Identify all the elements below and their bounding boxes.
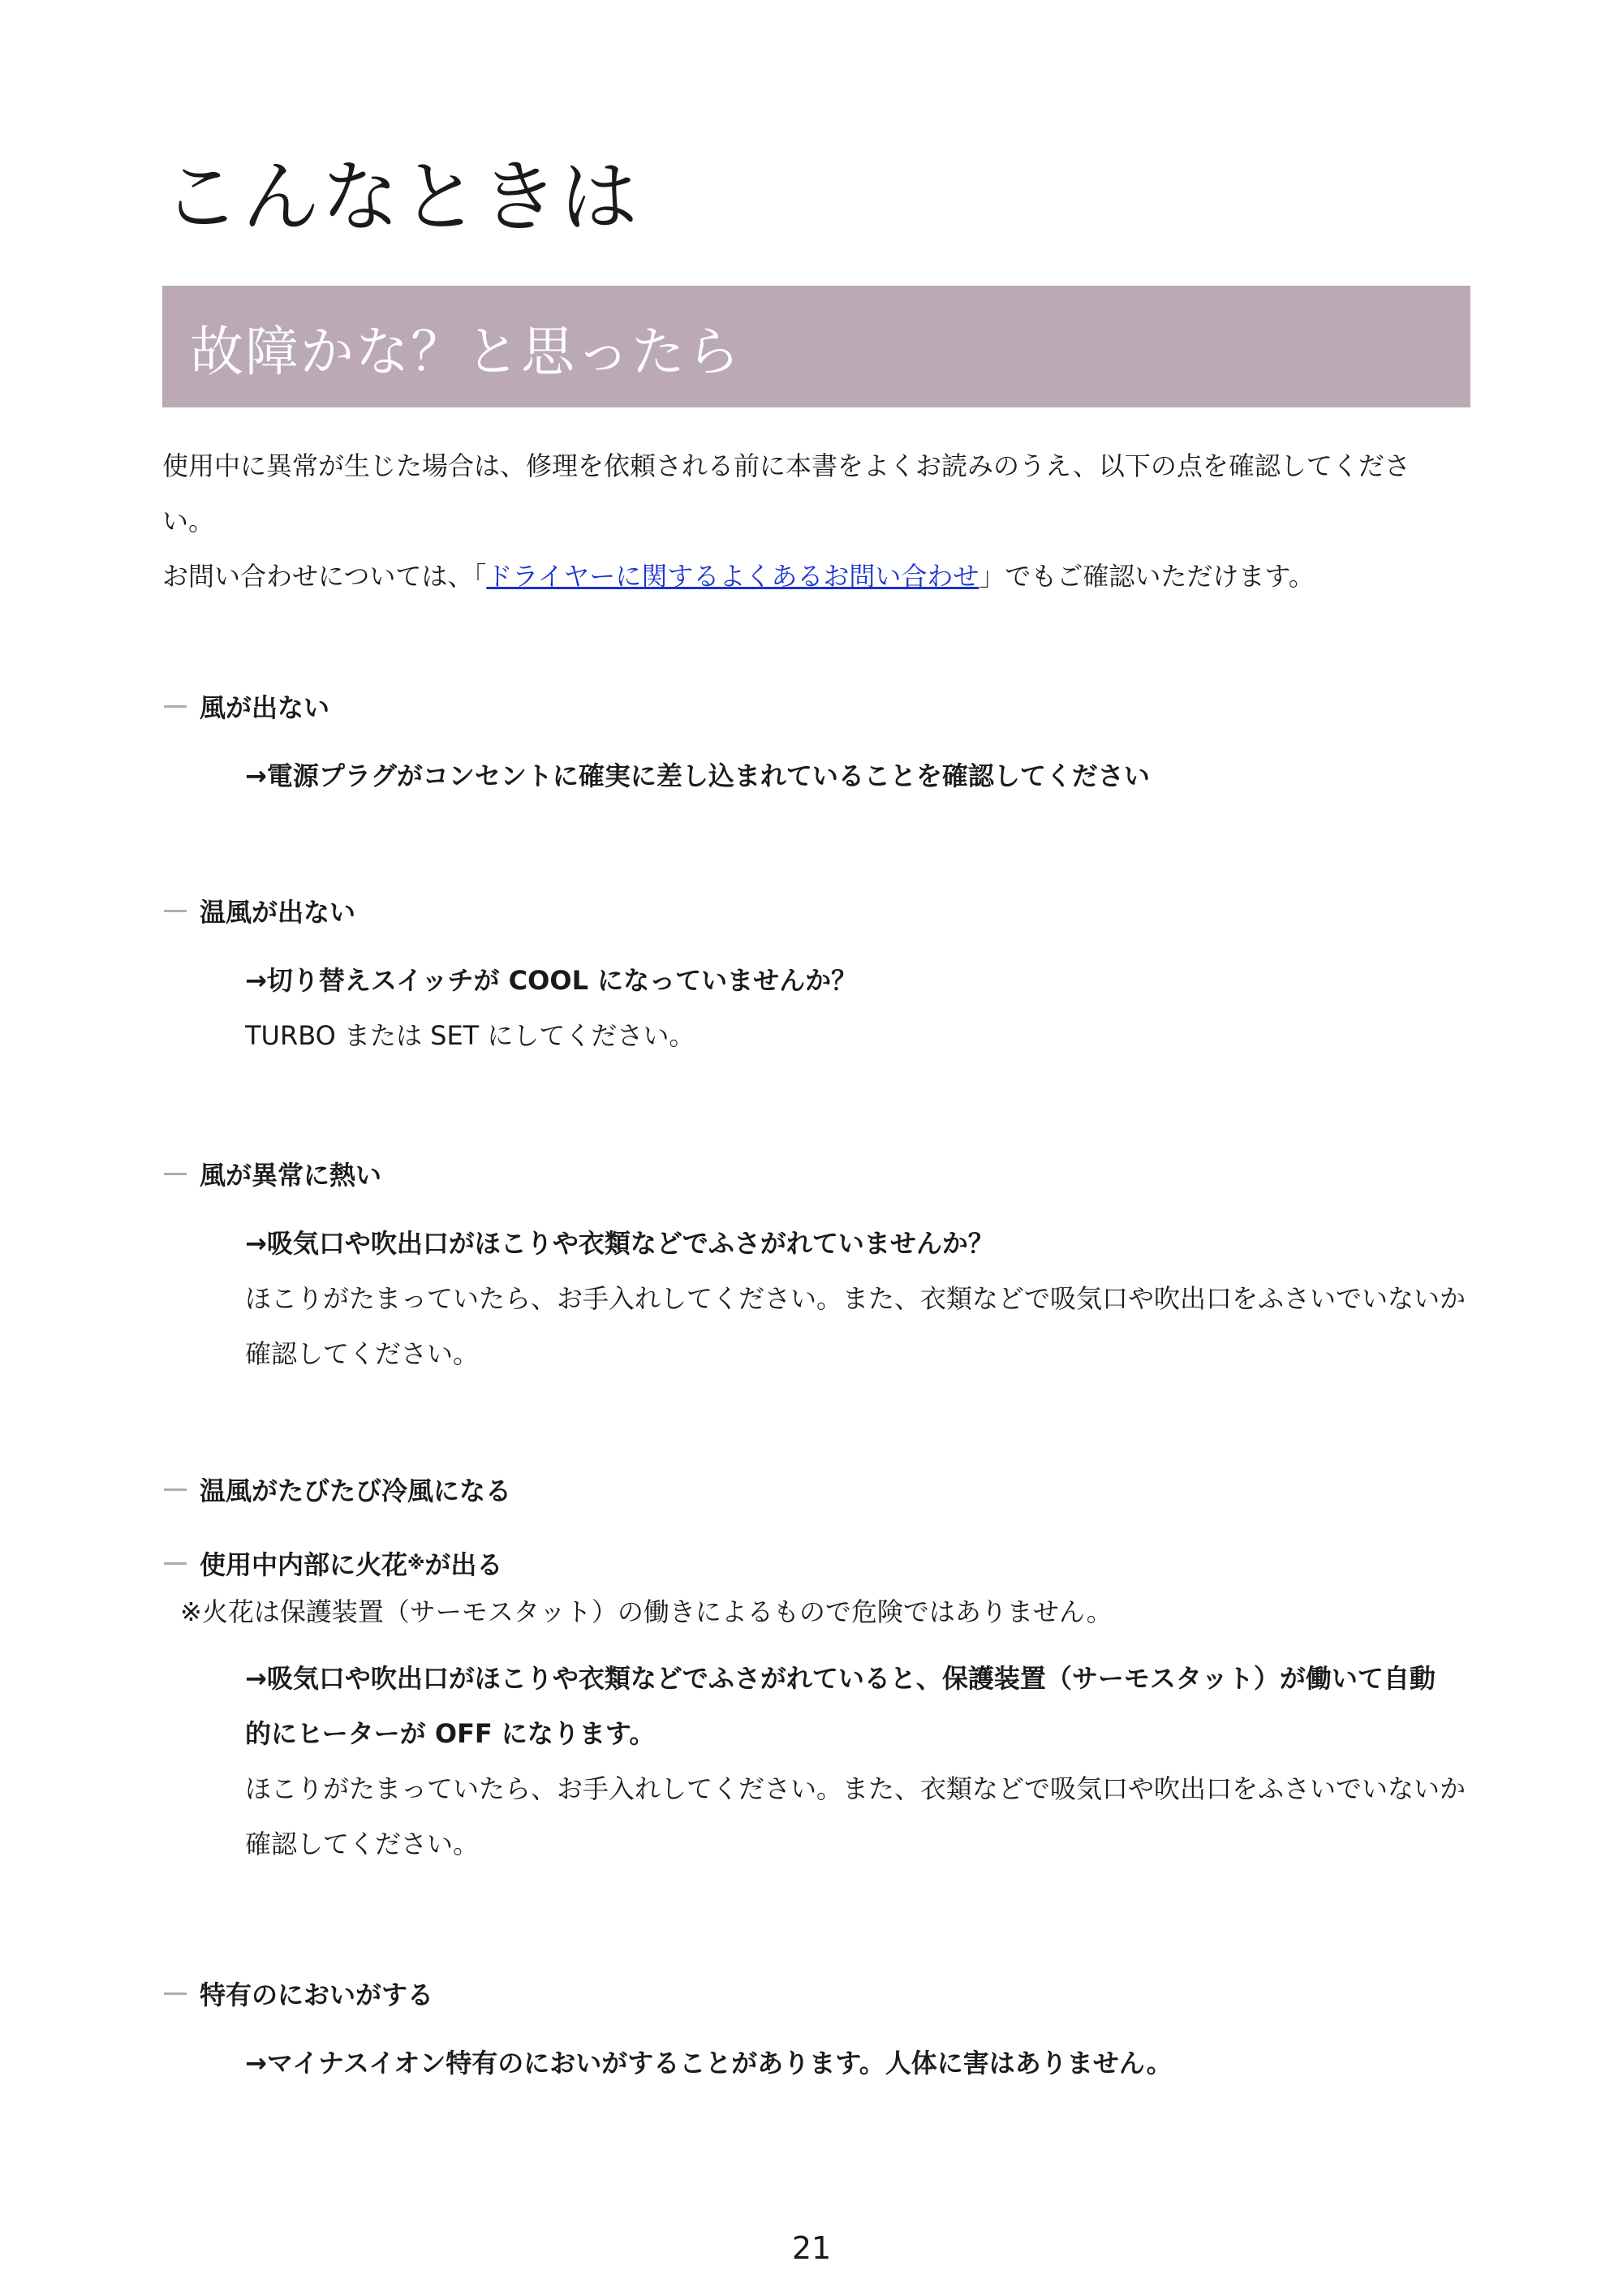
issue-air-too-hot <box>162 1154 1470 1381</box>
issue-heading-text: 特有のにおいがする <box>200 1979 434 2010</box>
answer-detail-line-1: ほこりがたまっていたら、お手入れしてください。また、衣類などで吸気口や吹出口をふさいでいないか <box>245 1283 1466 1314</box>
issue-heading <box>162 1544 1470 1583</box>
dash-icon <box>164 705 187 708</box>
issue-no-warm-air <box>162 891 1470 1063</box>
answer-text-line-2: 的にヒーターが OFF になります。 <box>245 1718 656 1749</box>
dash-icon <box>164 1992 187 1995</box>
issue-heading <box>162 891 1470 930</box>
faq-link[interactable]: ドライヤーに関するよくあるお問い合わせ <box>486 561 979 592</box>
page-number: 21 <box>791 2230 832 2266</box>
dash-icon <box>164 1488 187 1491</box>
dash-icon <box>164 1562 187 1565</box>
issue-heading-text: 使用中内部に火花 <box>200 1549 408 1580</box>
answer-text: →マイナスイオン特有のにおいがすることがあります。人体に害はありません。 <box>245 2048 1173 2078</box>
intro-text <box>162 438 1470 604</box>
page-title: こんなときは <box>162 152 639 243</box>
issue-heading-text: 風が出ない <box>200 692 330 723</box>
issue-answer <box>245 953 1470 1063</box>
section-heading: 故障かな？と思ったら <box>190 320 742 383</box>
issue-heading-suffix: が出る <box>424 1549 503 1580</box>
issue-heading-text: 温風が出ない <box>200 897 356 928</box>
issue-odor <box>162 1974 1470 2091</box>
answer-detail-line-2: 確認してください。 <box>245 1338 480 1369</box>
answer-text: →電源プラグがコンセントに確実に差し込まれていることを確認してください <box>245 760 1150 791</box>
intro-line-3-prefix: お問い合わせについては、「 <box>162 561 487 592</box>
intro-line-3 <box>162 549 1470 604</box>
answer-detail-line-2: 確認してください。 <box>245 1829 480 1859</box>
issue-heading-text: 風が異常に熱い <box>200 1160 382 1191</box>
dash-icon <box>164 910 187 912</box>
issue-heading <box>162 1470 1470 1509</box>
section-banner <box>162 286 1470 407</box>
issue-sparks <box>162 1544 1470 1872</box>
issue-answer <box>245 748 1470 803</box>
issue-heading <box>162 687 1470 726</box>
answer-detail: TURBO または SET にしてください。 <box>245 1020 695 1051</box>
issue-heading-text: 温風がたびたび冷風になる <box>200 1475 512 1506</box>
answer-detail-line-1: ほこりがたまっていたら、お手入れしてください。また、衣類などで吸気口や吹出口をふさいでいないか <box>245 1773 1466 1804</box>
issue-heading <box>162 1974 1470 2013</box>
note-mark: ※ <box>407 1553 425 1574</box>
intro-line-2: い。 <box>162 506 215 536</box>
issue-answer <box>245 1651 1470 1872</box>
intro-line-3-suffix: 」でもご確認いただけます。 <box>979 561 1315 592</box>
dash-icon <box>164 1173 187 1175</box>
answer-text: →切り替えスイッチが COOL になっていませんか？ <box>245 965 858 996</box>
issue-heading <box>162 1154 1470 1193</box>
intro-line-1: 使用中に異常が生じた場合は、修理を依頼される前に本書をよくお読みのうえ、以下の点を確認してくださ <box>162 450 1410 481</box>
issue-no-airflow <box>162 687 1470 803</box>
issue-warm-turns-cool <box>162 1470 1470 1509</box>
issue-answer <box>245 1216 1470 1381</box>
issue-note: ※火花は保護装置（サーモスタット）の働きによるもので危険ではありません。 <box>180 1596 1113 1627</box>
answer-text: →吸気口や吹出口がほこりや衣類などでふさがれていませんか？ <box>245 1228 994 1259</box>
issue-answer <box>245 2035 1470 2091</box>
answer-text-line-1: →吸気口や吹出口がほこりや衣類などでふさがれていると、保護装置（サーモスタット）が働いて自動 <box>245 1663 1436 1694</box>
